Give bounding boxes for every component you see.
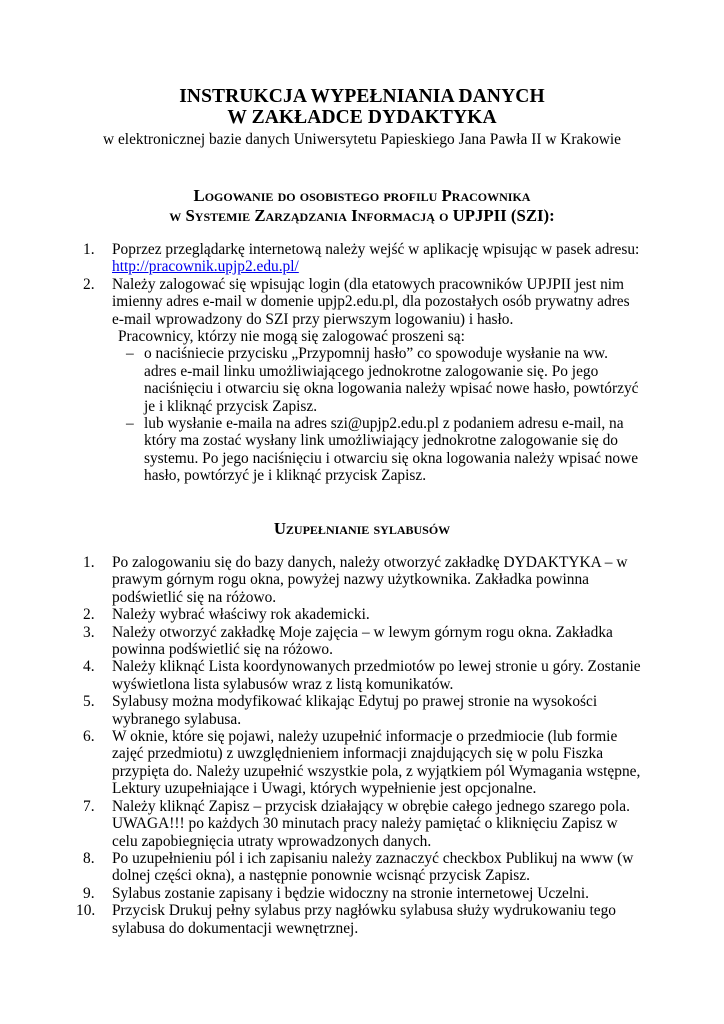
list-item — [84, 241, 644, 276]
list-item — [84, 658, 644, 693]
list-item — [84, 276, 644, 328]
list-item — [84, 885, 644, 902]
list-item-number: 6. — [83, 728, 95, 746]
list-item-number: 5. — [83, 693, 95, 711]
list-item-text: Sylabus zostanie zapisany i będzie widoczny na stronie internetowej Uczelni. — [112, 884, 589, 902]
list-item-number: 9. — [83, 884, 95, 902]
list-item-number: 7. — [83, 797, 95, 815]
list-item — [76, 902, 644, 937]
list-item-text: Po zalogowaniu się do bazy danych, należy otworzyć zakładkę DYDAKTYKA – w prawym górnym rogu okna, powyżej nazwy użytkownika. Zakładka powinna podświetlić się na różowo. — [112, 554, 628, 606]
pracownik-url-link[interactable]: http://pracownik.upjp2.edu.pl/ — [112, 258, 299, 276]
note-paragraph: Pracownicy, którzy nie mogą się zalogować proszeni są: — [118, 328, 465, 346]
dash-bullet: – — [126, 345, 134, 363]
list-item-text: o naciśniecie przycisku „Przypomnij hasło” co spowoduje wysłanie na ww. adres e-mail linku umożliwiającego jednokrotne zalogowanie się. Po jego naciśnięciu i otwarciu się okna logowania należy wpisać nowe hasło, powtórzyć je i kliknąć przycisk Zapisz. — [144, 345, 639, 415]
section1-list — [84, 241, 644, 485]
list-item — [84, 850, 644, 885]
list-item — [84, 345, 644, 415]
list-item — [84, 624, 644, 659]
list-item — [84, 415, 644, 485]
list-item — [84, 728, 644, 798]
list-item-text: Przycisk Drukuj pełny sylabus przy nagłówku sylabusa służy wydrukowaniu tego sylabusa do dokumentacji wewnętrznej. — [112, 902, 616, 937]
dash-bullet: – — [126, 415, 134, 433]
list-item-number: 4. — [83, 658, 95, 676]
document-title-line-1: INSTRUKCJA WYPEŁNIANIA DANYCH — [179, 86, 545, 107]
list-item-text: Po uzupełnieniu pól i ich zapisaniu należy zaznaczyć checkbox Publikuj na www (w dolnej części okna), a następnie ponownie wcisnąć przycisk Zapisz. — [112, 849, 634, 885]
section1-heading-line-1: Logowanie do osobistego profilu Pracownika — [193, 186, 531, 205]
list-item-number: 1. — [83, 554, 95, 571]
list-item-text: Należy wybrać właściwy rok akademicki. — [112, 606, 370, 624]
list-item-text: W oknie, które się pojawi, należy uzupełnić informacje o przedmiocie (lub formie zajęć przedmiotu) z uwzględnieniem informacji znajdujących się w polu Fiszka przypięta do. Należy uzupełnić wszystkie pola, z wyjątkiem pól Wymagania wstępne, Lektury uzupełniające i Uwagi, których wypełnienie jest opcjonalne. — [112, 728, 641, 798]
list-item-number: 3. — [83, 623, 95, 641]
list-item — [84, 693, 644, 728]
list-item-text: Należy kliknąć Zapisz – przycisk działający w obrębie całego jednego szarego pola. UWAGA!!! po każdych 30 minutach pracy należy pamiętać o kliknięciu Zapisz w celu zapobiegnięcia utraty wprowadzonych danych. — [112, 797, 630, 850]
document-title-line-2: W ZAKŁADCE DYDAKTYKA — [227, 107, 497, 128]
list-item-number: 2. — [83, 275, 95, 293]
list-item-number: 10. — [76, 902, 96, 920]
section1-heading-line-2: w Systemie Zarządzania Informacją o UPJPII (SZI): — [169, 206, 555, 225]
list-item-text: Należy zalogować się wpisując login (dla etatowych pracowników UPJPII jest nim imienny adres e-mail w domenie upjp2.edu.pl, dla pozostałych osób prywatny adres e-mail wprowadzony do SZI przy pierwszym logowaniu) i hasło. — [112, 275, 630, 328]
list-item-number: 2. — [83, 606, 95, 624]
document-subtitle: w elektronicznej bazie danych Uniwersytetu Papieskiego Jana Pawła II w Krakowie — [103, 131, 621, 148]
list-item-text: lub wysłanie e-maila na adres szi@upjp2.edu.pl z podaniem adresu e-mail, na który ma zostać wysłany link umożliwiający jednokrotne zalogowanie się do systemu. Po jego naciśnięciu i otwarciu się okna logowania należy wpisać nowe hasło, powtórzyć je i kliknąć przycisk Zapisz. — [144, 415, 639, 485]
list-item — [84, 606, 644, 623]
section2-list — [76, 554, 644, 937]
list-item-text: Należy otworzyć zakładkę Moje zajęcia – w lewym górnym rogu okna. Zakładka powinna podświetlić się na różowo. — [112, 623, 613, 659]
list-item-text: Sylabusy można modyfikować klikając Edytuj po prawej stronie na wysokości wybranego sylabusa. — [112, 693, 598, 728]
list-item — [84, 554, 644, 606]
list-item — [84, 798, 644, 850]
list-item-text: Poprzez przeglądarkę internetową należy wejść w aplikację wpisując w pasek adresu: — [112, 241, 640, 258]
list-item-number: 8. — [83, 849, 95, 867]
list-item-text: Należy kliknąć Lista koordynowanych przedmiotów po lewej stronie u góry. Zostanie wyświetlona lista sylabusów wraz z listą komunikatów. — [112, 658, 641, 693]
list-item-number: 1. — [83, 241, 95, 258]
section2-heading: Uzupełnianie sylabusów — [273, 519, 451, 538]
